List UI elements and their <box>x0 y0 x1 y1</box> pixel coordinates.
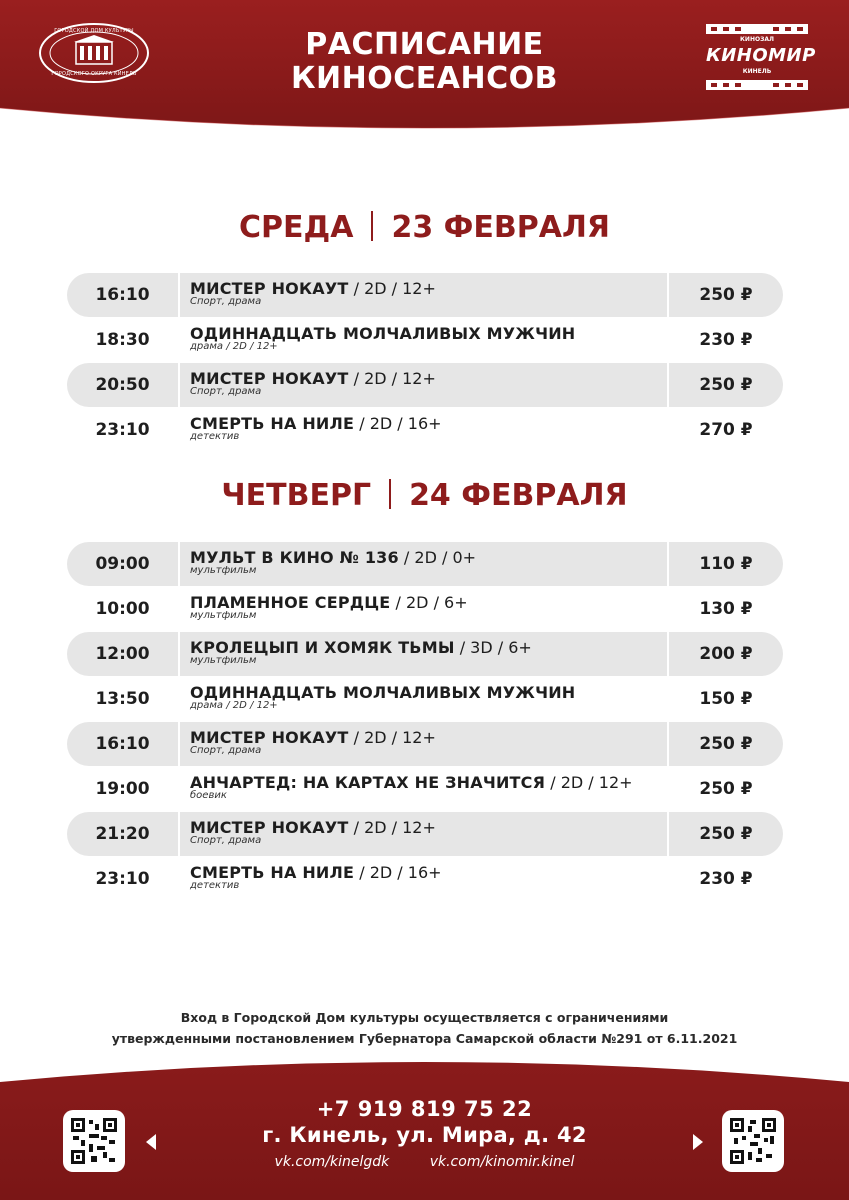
qr-icon <box>730 1118 776 1164</box>
session-time: 10:00 <box>95 599 150 619</box>
day-heading-2 <box>0 478 849 514</box>
film-format: / 2D / 16+ <box>354 414 442 433</box>
session-film <box>190 414 660 442</box>
film-title: АНЧАРТЕД: НА КАРТАХ НЕ ЗНАЧИТСЯ <box>190 773 546 792</box>
film-title: СМЕРТЬ НА НИЛЕ <box>190 414 355 433</box>
day-heading-1 <box>0 210 849 246</box>
restriction-notice <box>0 1007 849 1049</box>
session-row <box>67 767 783 812</box>
session-time: 09:00 <box>95 554 150 574</box>
session-film <box>190 638 660 666</box>
session-price: 270 ₽ <box>699 420 753 440</box>
film-format: / 2D / 0+ <box>398 548 477 567</box>
session-film <box>190 593 660 621</box>
film-format: / 2D / 12+ <box>348 279 436 298</box>
film-format: / 2D / 6+ <box>390 593 468 612</box>
session-price: 110 ₽ <box>699 554 753 574</box>
day-2-weekday: ЧЕТВЕРГ <box>221 478 372 513</box>
session-row <box>67 318 783 363</box>
row-divider <box>178 318 180 362</box>
session-price: 150 ₽ <box>699 689 753 709</box>
row-divider <box>178 632 180 676</box>
session-film <box>190 728 660 756</box>
gdk-logo-bottom-text: ГОРОДСКОГО ОКРУГА КИНЕЛЬ <box>51 71 137 77</box>
session-price: 250 ₽ <box>699 779 753 799</box>
address: г. Кинель, ул. Мира, д. 42 <box>262 1123 587 1147</box>
row-divider <box>178 857 180 901</box>
title-line-2: КИНОСЕАНСОВ <box>291 61 558 96</box>
session-row <box>67 587 783 632</box>
film-title: КРОЛЕЦЫП И ХОМЯК ТЬМЫ <box>190 638 455 657</box>
session-row <box>67 857 783 902</box>
film-format: / 2D / 16+ <box>354 863 442 882</box>
session-row <box>67 408 783 453</box>
session-film <box>190 369 660 397</box>
day-2-schedule <box>67 542 783 902</box>
film-genre: детектив <box>190 431 240 442</box>
link-kinomir[interactable]: vk.com/kinomir.kinel <box>429 1154 575 1170</box>
row-divider <box>178 767 180 811</box>
session-time: 19:00 <box>95 779 150 799</box>
session-time: 16:10 <box>95 734 150 754</box>
session-price: 250 ₽ <box>699 375 753 395</box>
session-price: 250 ₽ <box>699 285 753 305</box>
phone-number[interactable]: +7 919 819 75 22 <box>316 1097 533 1121</box>
session-time: 21:20 <box>95 824 150 844</box>
session-price: 130 ₽ <box>699 599 753 619</box>
session-film <box>190 279 660 307</box>
film-genre: Спорт, драма <box>190 835 262 846</box>
session-row <box>67 722 783 767</box>
film-title: МУЛЬТ В КИНО № 136 <box>190 548 399 567</box>
session-film <box>190 818 660 846</box>
film-genre: Спорт, драма <box>190 745 262 756</box>
session-price: 250 ₽ <box>699 734 753 754</box>
row-divider <box>178 812 180 856</box>
film-format: / 3D / 6+ <box>454 638 532 657</box>
row-divider <box>178 722 180 766</box>
day-1-schedule <box>67 273 783 453</box>
film-title: МИСТЕР НОКАУТ <box>190 279 349 298</box>
session-price: 230 ₽ <box>699 330 753 350</box>
session-film <box>190 548 660 576</box>
session-row <box>67 677 783 722</box>
link-kinelgdk[interactable]: vk.com/kinelgdk <box>274 1154 390 1170</box>
header <box>0 0 849 150</box>
film-format: / 2D / 12+ <box>348 728 436 747</box>
session-row <box>67 542 783 587</box>
film-genre: мультфильм <box>190 565 257 576</box>
session-time: 23:10 <box>95 869 150 889</box>
session-row <box>67 363 783 408</box>
session-row <box>67 273 783 318</box>
row-divider <box>178 408 180 452</box>
film-genre: Спорт, драма <box>190 296 262 307</box>
film-title: ПЛАМЕННОЕ СЕРДЦЕ <box>190 593 391 612</box>
session-price: 200 ₽ <box>699 644 753 664</box>
session-film <box>190 773 660 801</box>
film-title: СМЕРТЬ НА НИЛЕ <box>190 863 355 882</box>
footer <box>0 1052 849 1200</box>
day-2-separator <box>389 479 391 509</box>
session-time: 18:30 <box>95 330 150 350</box>
film-format: / 2D / 12+ <box>545 773 633 792</box>
day-1-weekday: СРЕДА <box>239 210 354 245</box>
title-line-1: РАСПИСАНИЕ <box>305 27 544 62</box>
session-time: 13:50 <box>95 689 150 709</box>
session-time: 20:50 <box>95 375 150 395</box>
film-genre: боевик <box>190 790 227 801</box>
kinomir-name: КИНОМИР <box>706 45 816 66</box>
film-title: МИСТЕР НОКАУТ <box>190 818 349 837</box>
film-genre: детектив <box>190 880 240 891</box>
film-title: ОДИННАДЦАТЬ МОЛЧАЛИВЫХ МУЖЧИН <box>190 324 576 343</box>
qr-code-right[interactable] <box>722 1110 784 1172</box>
session-row <box>67 812 783 857</box>
film-title: ОДИННАДЦАТЬ МОЛЧАЛИВЫХ МУЖЧИН <box>190 683 576 702</box>
session-row <box>67 632 783 677</box>
session-film <box>190 863 660 891</box>
row-divider <box>178 677 180 721</box>
kinomir-small-bottom: КИНЕЛЬ <box>742 68 772 75</box>
film-genre: мультфильм <box>190 610 257 621</box>
film-genre: Спорт, драма <box>190 386 262 397</box>
notice-line-1: Вход в Городской Дом культуры осуществляется с ограничениями <box>180 1010 669 1025</box>
day-2-date: 24 ФЕВРАЛЯ <box>409 478 628 513</box>
film-format: / 2D / 12+ <box>348 818 436 837</box>
film-title: МИСТЕР НОКАУТ <box>190 728 349 747</box>
session-time: 23:10 <box>95 420 150 440</box>
notice-line-2: утвержденными постановлением Губернатора Самарской области №291 от 6.11.2021 <box>111 1031 738 1046</box>
film-title: МИСТЕР НОКАУТ <box>190 369 349 388</box>
row-divider <box>178 587 180 631</box>
session-film <box>190 683 660 711</box>
film-genre: мультфильм <box>190 655 257 666</box>
row-divider <box>178 363 180 407</box>
row-divider <box>178 273 180 317</box>
row-divider <box>178 542 180 586</box>
film-genre: драма / 2D / 12+ <box>190 341 278 352</box>
session-film <box>190 324 660 352</box>
session-time: 12:00 <box>95 644 150 664</box>
film-format: / 2D / 12+ <box>348 369 436 388</box>
arrow-right-icon <box>693 1134 703 1150</box>
day-1-date: 23 ФЕВРАЛЯ <box>391 210 610 245</box>
kinomir-logo <box>706 22 816 94</box>
film-genre: драма / 2D / 12+ <box>190 700 278 711</box>
day-1-separator <box>371 211 373 241</box>
session-price: 230 ₽ <box>699 869 753 889</box>
kinomir-small-top: КИНОЗАЛ <box>740 36 774 43</box>
gdk-logo-top-text: ГОРОДСКОЙ ДОМ КУЛЬТУРЫ <box>54 28 134 34</box>
session-price: 250 ₽ <box>699 824 753 844</box>
session-time: 16:10 <box>95 285 150 305</box>
